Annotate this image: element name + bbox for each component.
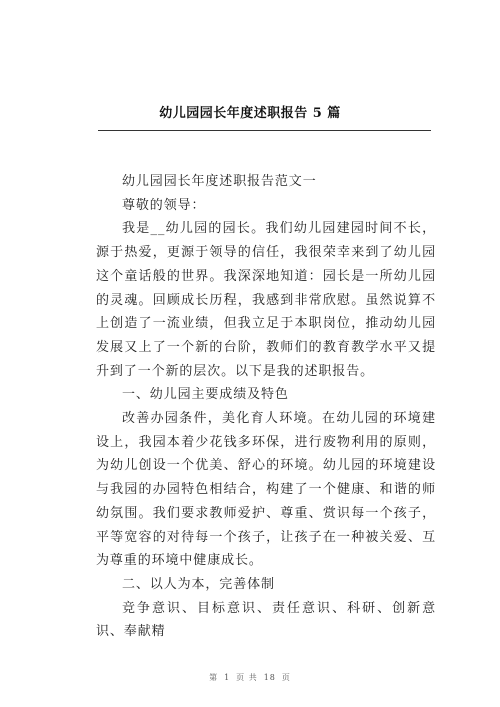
title-divider <box>98 130 431 131</box>
footer-page-total: 18 <box>263 673 276 682</box>
page-footer <box>0 672 500 683</box>
document-body <box>96 170 436 644</box>
footer-page-end: 页 <box>281 673 291 682</box>
paragraph-subtitle: 幼儿园园长年度述职报告范文一 <box>122 174 317 189</box>
footer-page-current: 1 <box>224 673 231 682</box>
section-heading-1: 一、幼儿园主要成绩及特色 <box>122 387 289 403</box>
footer-page-label: 第 <box>209 673 219 682</box>
footer-page-mid: 页 共 <box>236 673 258 682</box>
paragraph-section-2: 竞争意识、目标意识、责任意识、科研、创新意识、奉献精 <box>96 600 436 640</box>
paragraph-intro: 我是__幼儿园的园长。我们幼儿园建园时间不长，源于热爱，更源于领导的信任，我很荣幸来到了幼儿园这个童话般的世界。我深深地知道：园长是一所幼儿园的灵魂。回顾成长历程，我感到非常欣慰。虽然说算不上创造了一流业绩，但我立足于本职岗位，推动幼儿园发展又上了一个新的台阶，教师们的教育教学水平又提升到了一个新的层次。以下是我的述职报告。 <box>96 221 436 379</box>
paragraph-section-1: 改善办园条件，美化育人环境。在幼儿园的环境建设上，我园本着少花钱多环保，进行废物利用的原则，为幼儿创设一个优美、舒心的环境。幼儿园的环境建设与我园的办园特色相结合，构建了一个健康、和谐的师幼氛围。我们要求教师爱护、尊重、赏识每一个孩子，平等宽容的对待每一个孩子，让孩子在一种被关爱、互为尊重的环境中健康成长。 <box>96 411 436 569</box>
paragraph-salutation: 尊敬的领导： <box>122 197 206 213</box>
document-title: 幼儿园园长年度述职报告 5 篇 <box>159 106 341 121</box>
section-heading-2: 二、以人为本，完善体制 <box>122 576 275 592</box>
